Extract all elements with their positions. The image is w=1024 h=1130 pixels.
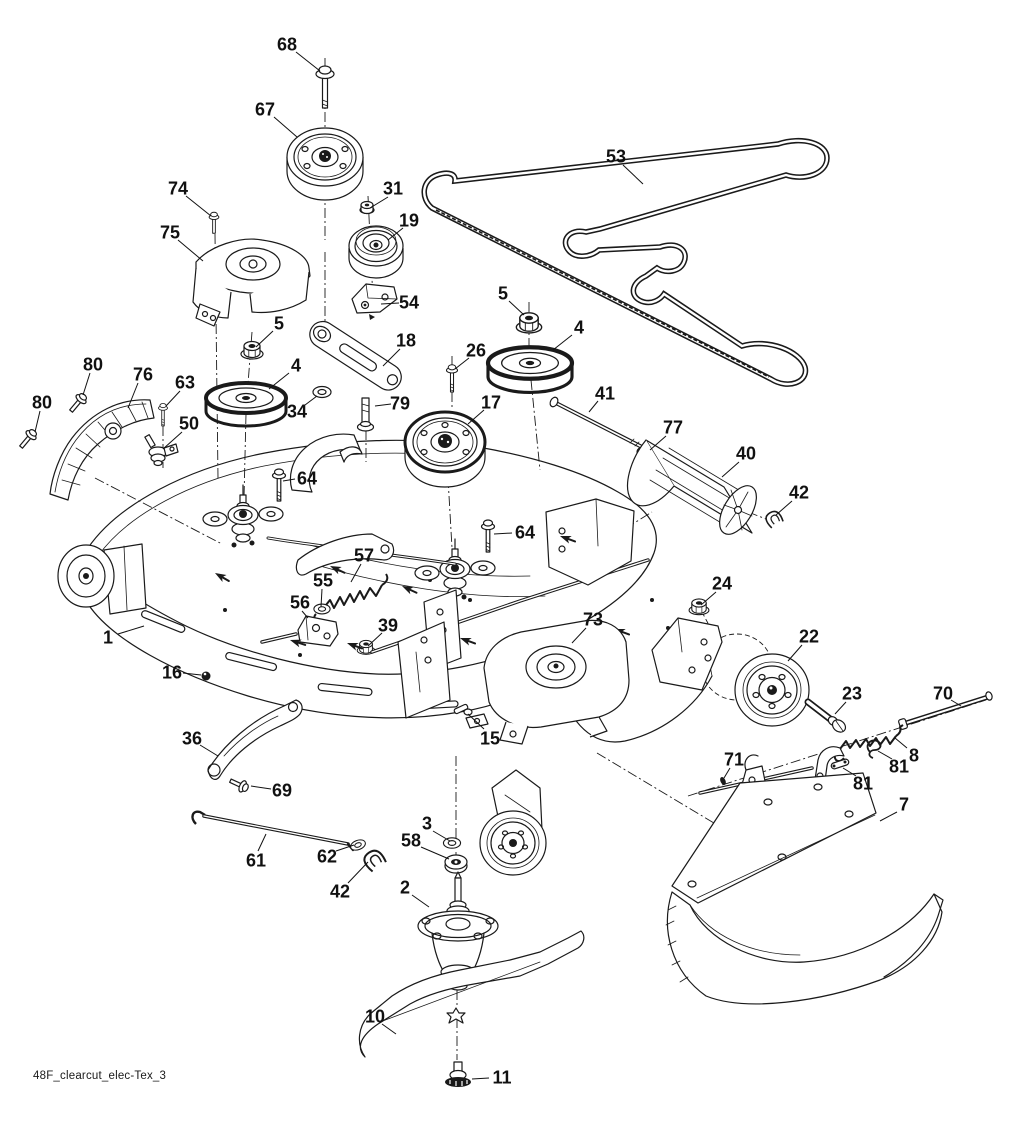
leader-line [433, 831, 450, 841]
callout-label-31: 31 [382, 178, 404, 199]
leader-line [269, 373, 289, 389]
callout-label-80: 80 [82, 354, 104, 375]
callout-label-63: 63 [174, 372, 196, 393]
callout-label-5: 5 [273, 313, 285, 334]
leader-line [509, 301, 524, 315]
gauge-wheel-left [58, 544, 146, 614]
idler-pulley-19 [349, 226, 403, 278]
callout-label-67: 67 [254, 99, 276, 120]
callout-label-4: 4 [290, 355, 302, 376]
callout-label-18: 18 [395, 330, 417, 351]
callout-label-50: 50 [178, 413, 200, 434]
callout-label-36: 36 [181, 728, 203, 749]
mower-blade-10 [359, 931, 583, 1057]
bracket-54 [352, 284, 397, 320]
pin-71 [719, 776, 727, 786]
callout-label-10: 10 [364, 1006, 386, 1027]
washout-fitting-50 [145, 435, 178, 466]
leader-line [183, 673, 201, 675]
callout-label-2: 2 [399, 877, 411, 898]
callout-label-17: 17 [480, 392, 502, 413]
leader-line [348, 862, 368, 883]
callout-label-58: 58 [400, 830, 422, 851]
leader-line [623, 165, 643, 184]
leader-line [375, 404, 391, 406]
callout-label-5: 5 [497, 283, 509, 304]
bolt-80-upper [66, 391, 89, 415]
callout-label-15: 15 [479, 728, 501, 749]
callout-label-74: 74 [167, 178, 189, 199]
callout-label-42: 42 [788, 482, 810, 503]
leader-line [722, 462, 739, 477]
brake-arm-36 [208, 700, 302, 779]
leader-line [35, 411, 40, 432]
leader-line [274, 117, 297, 137]
leader-line [258, 834, 266, 851]
callout-label-24: 24 [711, 573, 733, 594]
callout-label-42: 42 [329, 881, 351, 902]
bolt-68 [316, 66, 334, 108]
leader-line [178, 240, 203, 261]
deck-wheel-22 [735, 654, 809, 726]
leader-line [83, 373, 90, 395]
callout-label-69: 69 [271, 780, 293, 801]
callout-label-77: 77 [662, 417, 684, 438]
cotter-clip-42-bottom [361, 847, 386, 872]
leader-line [788, 645, 802, 661]
callout-label-1: 1 [102, 627, 114, 648]
blade-nut-11 [445, 1062, 471, 1087]
bolt-79 [358, 398, 374, 431]
callout-label-57: 57 [353, 545, 375, 566]
callout-label-7: 7 [898, 794, 910, 815]
corner-bracket-right [652, 618, 722, 690]
callout-label-19: 19 [398, 210, 420, 231]
cotter-clip-42-right [764, 509, 784, 529]
callout-label-75: 75 [159, 222, 181, 243]
leader-line [553, 335, 572, 350]
callout-label-26: 26 [465, 340, 487, 361]
callout-label-34: 34 [286, 401, 308, 422]
leader-line [701, 592, 716, 605]
leader-line [776, 501, 792, 515]
callout-label-70: 70 [932, 683, 954, 704]
leader-line [118, 626, 144, 634]
callout-label-8: 8 [908, 745, 920, 766]
drawing-id-text: 48F_clearcut_elec-Tex_3 [33, 1070, 167, 1082]
callout-label-39: 39 [377, 615, 399, 636]
callout-label-81: 81 [852, 773, 874, 794]
callout-label-61: 61 [245, 850, 267, 871]
callout-label-22: 22 [798, 626, 820, 647]
callout-label-73: 73 [582, 609, 604, 630]
bolt-69 [228, 775, 250, 794]
washer-3 [443, 838, 460, 848]
callout-label-68: 68 [276, 34, 298, 55]
callout-label-4: 4 [573, 317, 585, 338]
belt-cover-75 [193, 239, 310, 326]
leader-line [835, 702, 846, 714]
callout-label-80: 80 [31, 392, 53, 413]
callout-label-3: 3 [421, 813, 433, 834]
callout-label-71: 71 [723, 749, 745, 770]
callout-label-11: 11 [492, 1067, 512, 1088]
leader-line [472, 1078, 489, 1079]
callout-label-40: 40 [735, 443, 757, 464]
callout-label-56: 56 [289, 592, 311, 613]
leader-line [251, 786, 271, 789]
callout-label-76: 76 [132, 364, 154, 385]
spindle-pulley-4-right [488, 347, 572, 392]
leader-line [895, 738, 907, 748]
callout-label-54: 54 [398, 292, 420, 313]
idler-arm-18 [305, 317, 406, 395]
leader-line [256, 331, 273, 347]
leader-line [724, 768, 730, 778]
control-rod-61 [193, 812, 353, 850]
callout-label-64: 64 [296, 468, 318, 489]
nut-31 [360, 202, 374, 214]
callout-label-55: 55 [312, 570, 334, 591]
washer-34 [313, 387, 331, 398]
callout-label-81: 81 [888, 756, 910, 777]
roller-shaft-41 [549, 396, 644, 449]
leader-line [412, 895, 429, 907]
leader-line [880, 812, 897, 821]
washer-55 [314, 604, 330, 614]
leader-line [421, 847, 449, 859]
callout-label-64: 64 [514, 522, 536, 543]
leader-line [186, 196, 211, 216]
mandrel-cover-73 [484, 620, 629, 744]
bolt-16 [202, 672, 211, 681]
callout-label-62: 62 [316, 846, 338, 867]
callout-label-41: 41 [594, 383, 616, 404]
leader-line [370, 197, 388, 208]
callout-label-23: 23 [841, 683, 863, 704]
bolt-63 [158, 404, 167, 426]
bearing-58 [445, 855, 467, 873]
leader-line [166, 391, 180, 406]
leader-line [296, 52, 320, 71]
rub-bar-76 [50, 400, 154, 500]
leader-line [200, 745, 218, 756]
flat-idler-67 [287, 128, 363, 200]
callout-label-53: 53 [605, 146, 627, 167]
flat-idler-17 [405, 412, 485, 487]
callout-label-16: 16 [161, 662, 183, 683]
callout-label-79: 79 [389, 393, 411, 414]
caster-wheel-bottom [480, 770, 546, 875]
flange-nut-5-right [516, 313, 541, 333]
